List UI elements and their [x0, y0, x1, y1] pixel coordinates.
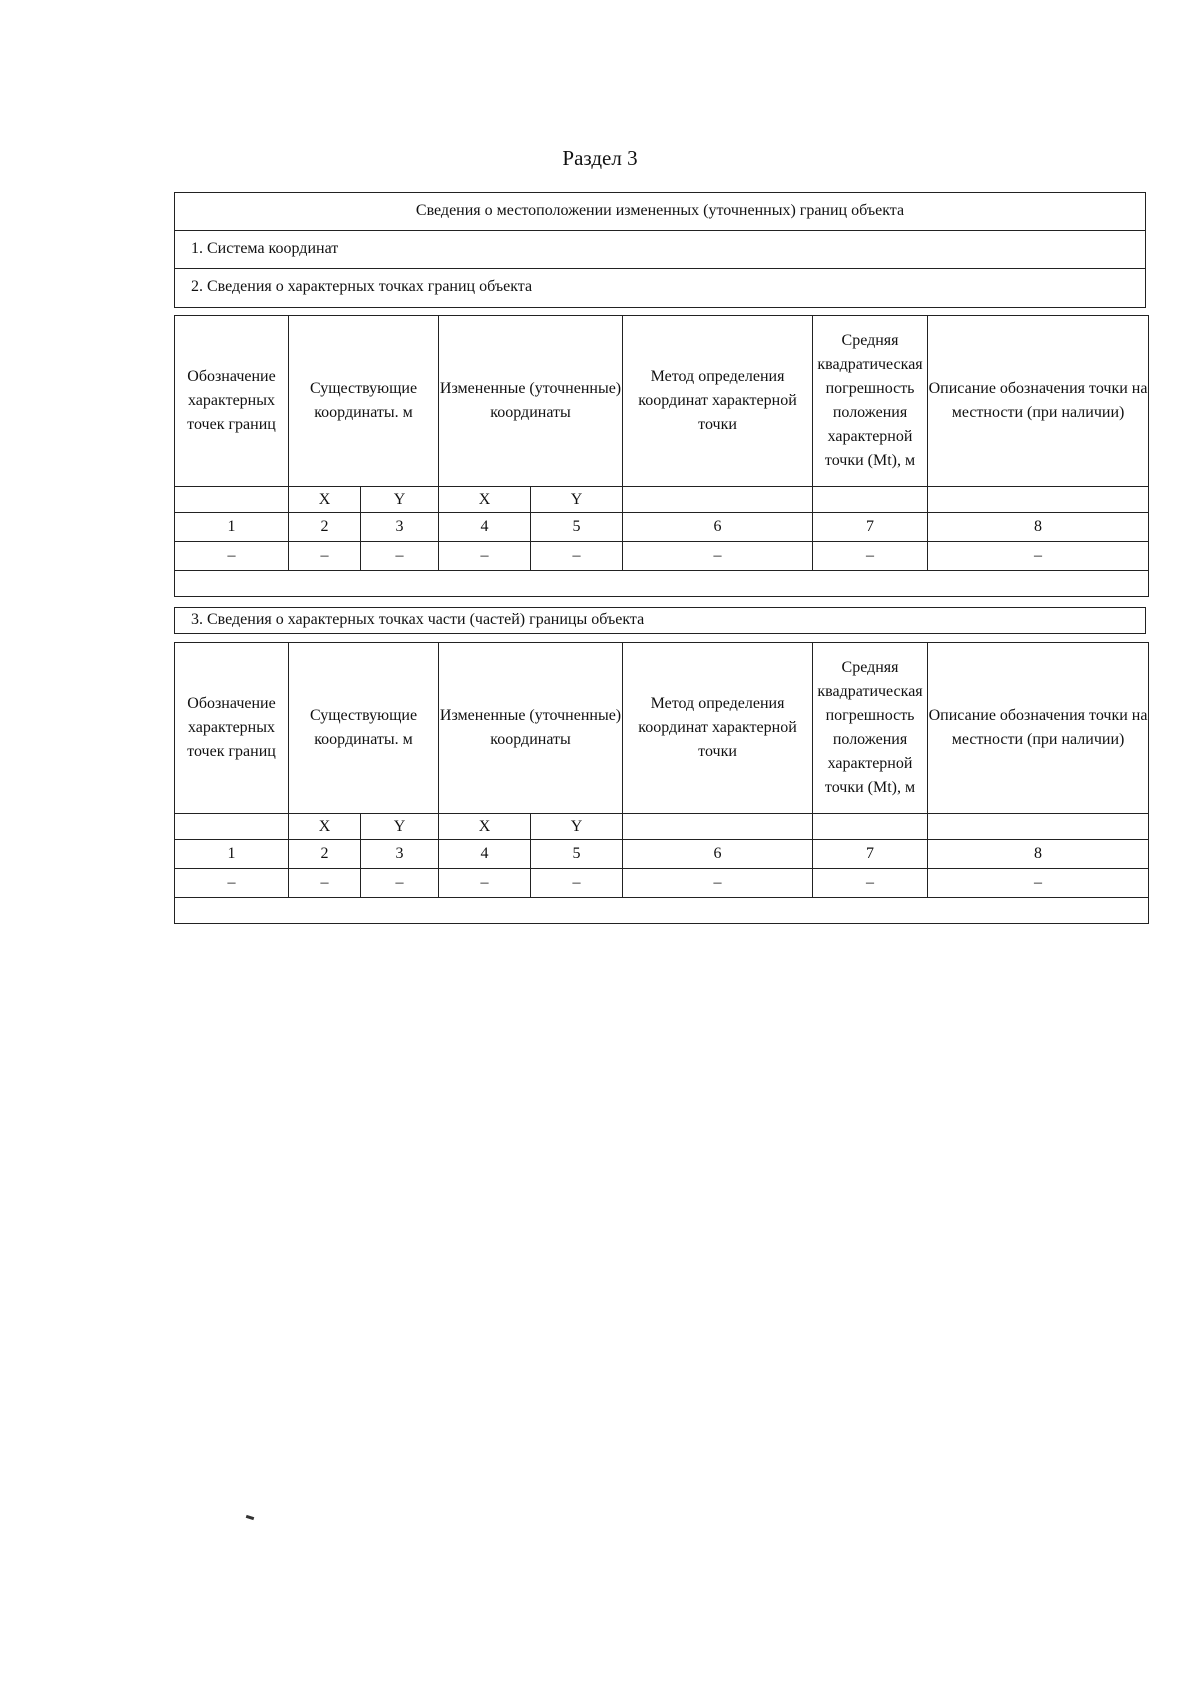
table-header-row: [175, 643, 1149, 814]
col-number: 1: [175, 840, 289, 869]
dash-cell: –: [623, 542, 813, 571]
existing-x-header: X: [289, 487, 361, 513]
section-header-box: [174, 192, 1146, 308]
col-number: 6: [623, 513, 813, 542]
col-changed-header: Измененные (уточненные) координаты: [439, 643, 623, 814]
dash-cell: –: [439, 869, 531, 898]
col-description-header: Описание обозначения точки на местности (при наличии): [928, 316, 1149, 487]
col-number: 5: [531, 840, 623, 869]
dash-cell: –: [623, 869, 813, 898]
existing-y-header: Y: [361, 487, 439, 513]
table-row: [175, 542, 1149, 571]
scan-speck: [246, 1515, 255, 1520]
dash-cell: –: [175, 542, 289, 571]
table-header-row: [175, 316, 1149, 487]
empty-row: [175, 571, 1149, 597]
changed-x-header: X: [439, 487, 531, 513]
existing-y-header: Y: [361, 814, 439, 840]
xy-subheader-row: [175, 487, 1149, 513]
part-boundary-points-heading: 3. Сведения о характерных точках части (частей) границы объекта: [191, 611, 645, 628]
col-number: 7: [813, 513, 928, 542]
empty-cell: [175, 814, 289, 840]
col-description-header: Описание обозначения точки на местности (при наличии): [928, 643, 1149, 814]
empty-cell: [813, 487, 928, 513]
existing-x-header: X: [289, 814, 361, 840]
page-title: Раздел 3: [562, 146, 638, 170]
col-existing-header: Существующие координаты. м: [289, 643, 439, 814]
col-number: 3: [361, 840, 439, 869]
col-number: 8: [928, 840, 1149, 869]
col-number: 7: [813, 840, 928, 869]
dash-cell: –: [813, 869, 928, 898]
col-error-header: Средняя квадратическая погрешность положения характерной точки (Mt), м: [813, 316, 928, 487]
changed-x-header: X: [439, 814, 531, 840]
dash-cell: –: [361, 869, 439, 898]
boundary-points-heading: 2. Сведения о характерных точках границ объекта: [191, 278, 533, 295]
empty-cell: [928, 487, 1149, 513]
col-number: 5: [531, 513, 623, 542]
coordinate-system-row: 1. Система координат: [175, 231, 1145, 269]
empty-cell: [623, 487, 813, 513]
empty-cell: [175, 898, 1149, 924]
col-number: 6: [623, 840, 813, 869]
col-method-header: Метод определения координат характерной точки: [623, 316, 813, 487]
empty-cell: [928, 814, 1149, 840]
section-3-box: [174, 607, 1146, 634]
col-method-header: Метод определения координат характерной точки: [623, 643, 813, 814]
dash-cell: –: [175, 869, 289, 898]
dash-cell: –: [928, 542, 1149, 571]
dash-cell: –: [361, 542, 439, 571]
col-designation-header: Обозначение характерных точек границ: [175, 643, 289, 814]
xy-subheader-row: [175, 814, 1149, 840]
col-number: 2: [289, 840, 361, 869]
empty-row: [175, 898, 1149, 924]
boundary-points-table: [174, 315, 1149, 597]
table-row: [175, 869, 1149, 898]
empty-cell: [175, 571, 1149, 597]
dash-cell: –: [813, 542, 928, 571]
dash-cell: –: [289, 542, 361, 571]
dash-cell: –: [289, 869, 361, 898]
col-number: 8: [928, 513, 1149, 542]
col-designation-header: Обозначение характерных точек границ: [175, 316, 289, 487]
col-number: 3: [361, 513, 439, 542]
col-number: 4: [439, 840, 531, 869]
col-number: 1: [175, 513, 289, 542]
col-error-header: Средняя квадратическая погрешность положения характерной точки (Mt), м: [813, 643, 928, 814]
changed-y-header: Y: [531, 814, 623, 840]
dash-cell: –: [531, 869, 623, 898]
col-number: 2: [289, 513, 361, 542]
col-existing-header: Существующие координаты. м: [289, 316, 439, 487]
empty-cell: [813, 814, 928, 840]
col-number: 4: [439, 513, 531, 542]
part-boundary-points-table: [174, 642, 1149, 924]
column-numbers-row: [175, 513, 1149, 542]
dash-cell: –: [439, 542, 531, 571]
empty-cell: [623, 814, 813, 840]
dash-cell: –: [531, 542, 623, 571]
column-numbers-row: [175, 840, 1149, 869]
section-heading: Сведения о местоположении измененных (уточненных) границ объекта: [175, 193, 1145, 231]
changed-y-header: Y: [531, 487, 623, 513]
empty-cell: [175, 487, 289, 513]
col-changed-header: Измененные (уточненные) координаты: [439, 316, 623, 487]
dash-cell: –: [928, 869, 1149, 898]
